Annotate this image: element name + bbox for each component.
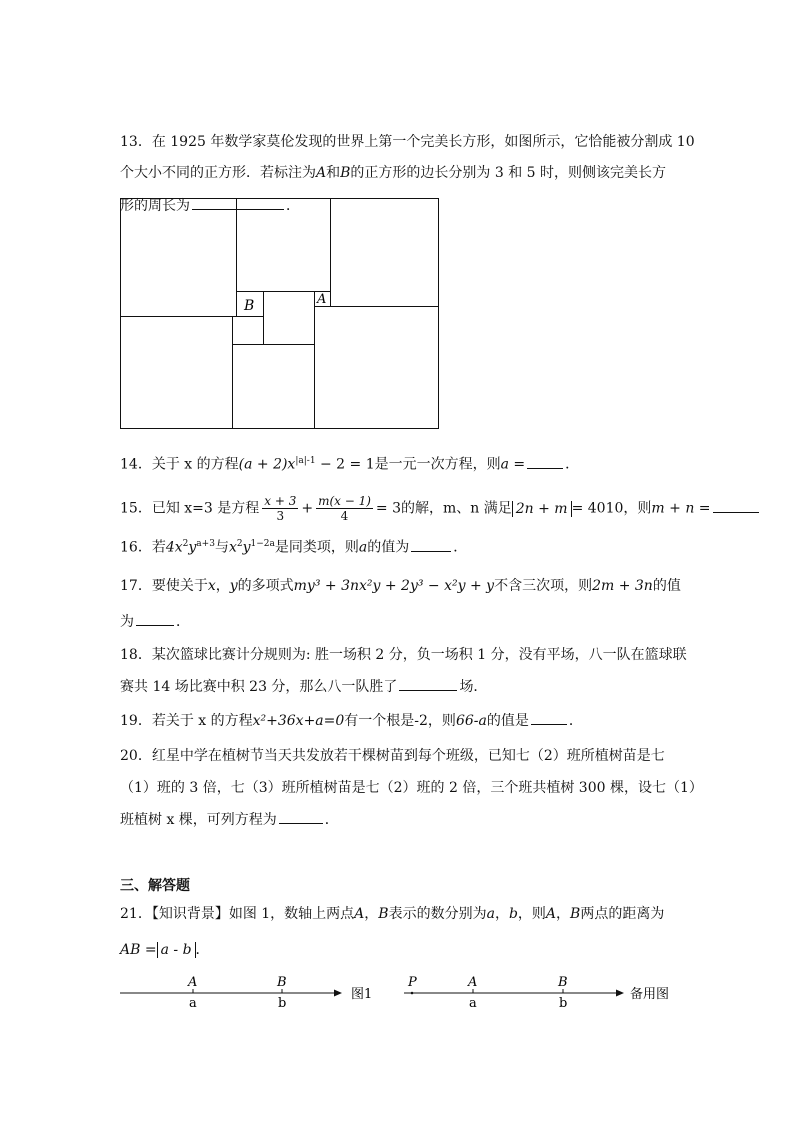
q21-line2: AB = a - b ． <box>120 942 210 958</box>
fig2-caption: 备用图 <box>630 987 670 1002</box>
q20-line2: （1）班的 3 倍，七（3）班所植树苗是七（2）班的 2 倍，三个班共植树 300 棵，设七（1） <box>120 780 703 796</box>
answer-blank[interactable] <box>279 809 323 824</box>
fig1-caption: 图1 <box>351 987 373 1002</box>
value-a-label: a <box>189 996 197 1011</box>
answer-blank[interactable] <box>531 710 567 725</box>
q20-line3: 班植树 x 棵，可列方程为 ． <box>120 809 339 830</box>
q15: 15．已知 x=3 是方程 $\frac{x + 3}{3}$ + $\frac{m(x - 1)}{4}$ = 3的解，m、n 满足 2n + m = 4010，则m + n = <box>120 494 761 523</box>
q18-line2: 赛共 14 场比赛中积 23 分，那么八一队胜了 场． <box>120 676 487 697</box>
number-line-figures <box>0 960 794 1020</box>
number-line-fig1 <box>120 975 372 1011</box>
answer-blank[interactable] <box>713 498 759 513</box>
q16: 16．若$4x^2y^{a+3}$与$x^2y^{1-2a}$是同类项，则a的值为 ． <box>120 534 467 558</box>
answer-blank[interactable] <box>136 611 174 626</box>
section-title: 三、解答题 <box>120 878 190 894</box>
answer-blank[interactable] <box>527 454 563 469</box>
fraction: $\frac{x + 3}{3}$ <box>264 494 297 523</box>
label-a: A <box>317 292 327 307</box>
q18-line1: 18．某次篮球比赛计分规则为: 胜一场积 2 分，负一场积 1 分，没有平场，八一队在篮球联 <box>120 647 687 663</box>
value-b-label: b <box>559 996 568 1011</box>
q17-line1: 17．要使关于x，y的多项式my³ + 3nx²y + 2y³ − x²y + y不含三次项，则2m + 3n的值 <box>120 578 681 594</box>
q14: 14．关于 x 的方程$(a + 2)x^{|a|-1} - 2 = 1$是一元一次方程，则a = ． <box>120 451 579 475</box>
point-p-label: P <box>408 975 417 990</box>
q21-line1: 21．【知识背景】如图 1，数轴上两点A，B表示的数分别为a，b，则A，B两点的距离为 <box>120 906 665 922</box>
answer-blank[interactable] <box>411 537 451 552</box>
q19: 19．若关于 x 的方程x²+36x+a=0有一个根是-2，则66-a的值是 ． <box>120 710 583 731</box>
perfect-rectangle-figure <box>0 0 794 440</box>
label-b: B <box>244 298 255 314</box>
fraction: $\frac{m(x - 1)}{4}$ <box>318 494 371 523</box>
q13-line3: 形的周长为 ． <box>120 195 300 216</box>
value-a-label: a <box>469 996 477 1011</box>
point-a-label: A <box>188 975 198 990</box>
q13-line1: 13．在 1925 年数学家莫伦发现的世界上第一个完美长方形，如图所示，它恰能被分割成 10 <box>120 134 695 150</box>
answer-blank[interactable] <box>399 676 457 691</box>
q17-line2: 为 ． <box>120 611 190 632</box>
point-a-label: A <box>468 975 478 990</box>
point-b-label: B <box>277 975 287 990</box>
point-b-label: B <box>558 975 568 990</box>
value-b-label: b <box>278 996 287 1011</box>
q13-line2: 个大小不同的正方形．若标注为A和B的正方形的边长分别为 3 和 5 时，则侧该完美长方 <box>120 165 667 181</box>
number-line-fig2 <box>404 975 669 1011</box>
q20-line1: 20．红星中学在植树节当天共发放若干棵树苗到每个班级，已知七（2）班所植树苗是七 <box>120 748 665 764</box>
